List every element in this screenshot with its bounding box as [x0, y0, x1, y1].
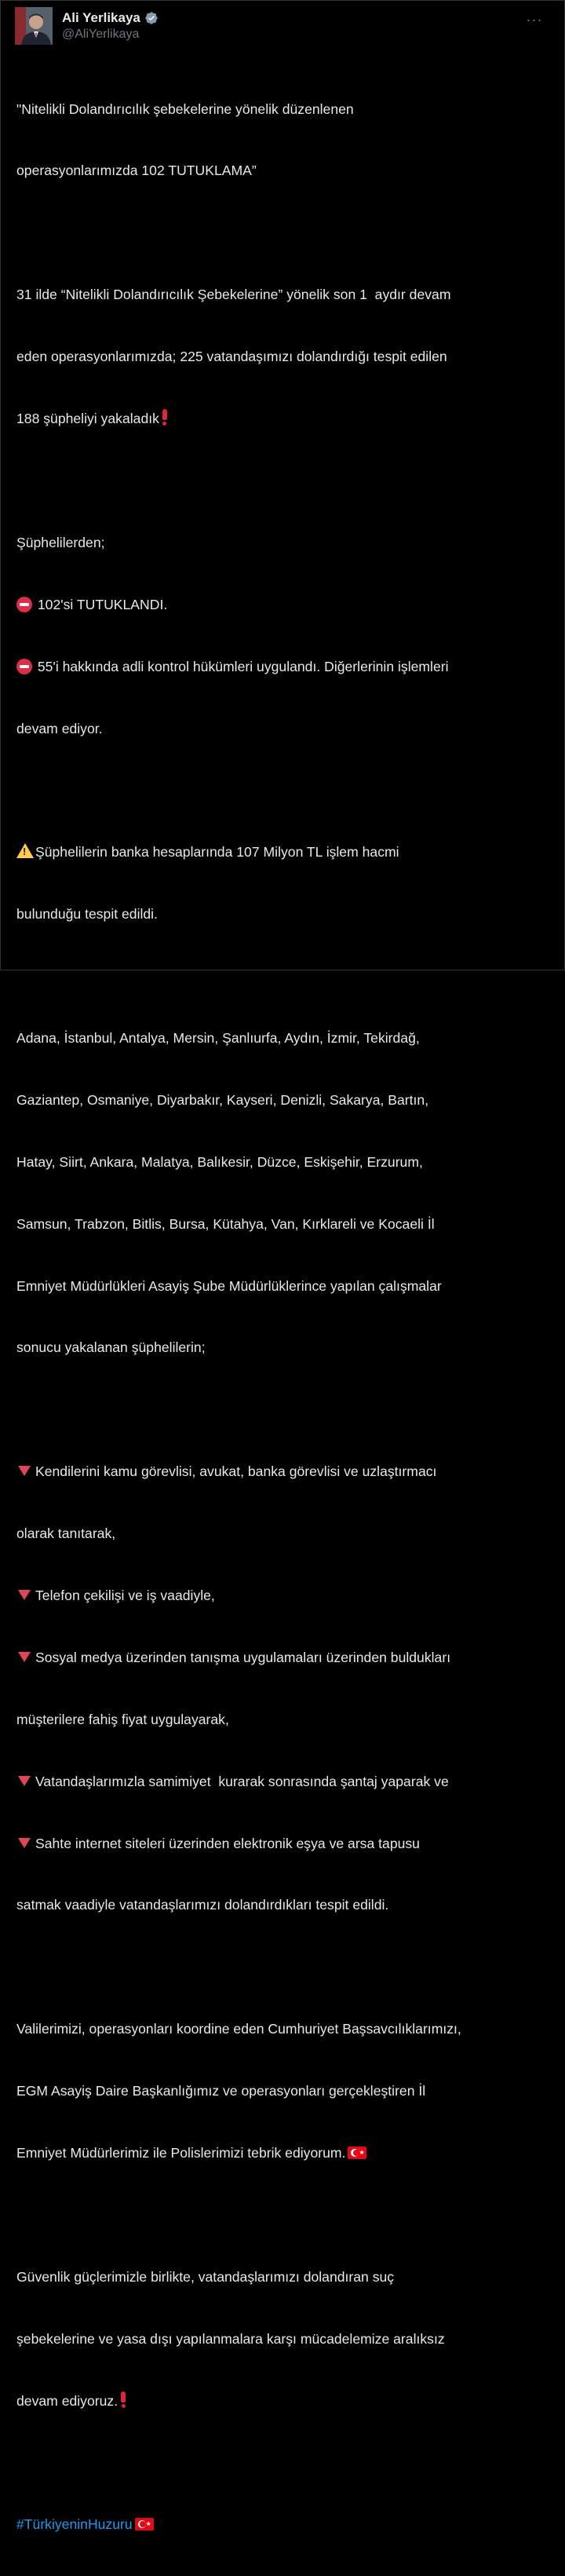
thanks-line — [16, 2143, 550, 2163]
paragraph-line: 31 ilde “Nitelikli Dolandırıcılık Şebekelerine” yönelik son 1 aydır devam — [16, 287, 451, 303]
paragraph-text: 188 şüpheliyi yakaladık — [16, 411, 159, 427]
cities-line: sonucu yakalanan şüphelilerin; — [16, 1339, 206, 1356]
headline-line: operasyonlarımızda 102 TUTUKLAMA” — [16, 163, 257, 179]
turkey-flag-emoji-icon: ★ — [135, 2518, 154, 2530]
method-item — [16, 1461, 550, 1482]
red-triangle-down-emoji-icon — [18, 1838, 31, 1848]
paragraph-line: eden operasyonlarımızda; 225 vatandaşımızı dolandırdığı tespit edilen — [16, 349, 447, 365]
red-triangle-down-emoji-icon — [18, 1652, 31, 1662]
red-triangle-down-emoji-icon — [18, 1466, 31, 1476]
list-item — [16, 656, 550, 677]
method-item — [16, 1771, 550, 1792]
no-entry-emoji-icon — [16, 597, 32, 612]
cities-line: Samsun, Trabzon, Bitlis, Bursa, Kütahya, Van, Kırklareli ve Kocaeli İl — [16, 1215, 435, 1232]
more-options-icon[interactable]: ··· — [526, 11, 543, 27]
cities-line: Hatay, Siirt, Ankara, Malatya, Balıkesir, Düzce, Eskişehir, Erzurum, — [16, 1153, 423, 1170]
list-item — [16, 594, 550, 615]
tweet-text — [16, 57, 550, 2576]
headline-line: "Nitelikli Dolandırıcılık şebekelerine yönelik düzenlenen — [16, 100, 354, 117]
red-exclamation-emoji-icon — [162, 409, 167, 426]
red-triangle-down-emoji-icon — [18, 1590, 31, 1600]
paragraph-line — [16, 408, 550, 429]
red-exclamation-emoji-icon — [121, 2391, 126, 2409]
suspects-intro: Şüphelilerden; — [16, 534, 105, 550]
method-text: Vatandaşlarımızla samimiyet kurarak sonrasında şantaj yaparak ve — [35, 1773, 449, 1789]
method-text: Telefon çekilişi ve iş vaadiyle, — [35, 1587, 215, 1603]
closing-line: şebekelerine ve yasa dışı yapılanmalara karşı mücadelemize aralıksız — [16, 2330, 445, 2347]
cities-line: Gaziantep, Osmaniye, Diyarbakır, Kayseri, Denizli, Sakarya, Bartın, — [16, 1091, 429, 1108]
method-item-continued: olarak tanıtarak, — [16, 1526, 116, 1542]
list-item-text: 55'i hakkında adli kontrol hükümleri uygulandı. Diğerlerinin işlemleri — [37, 658, 449, 674]
author-info — [62, 10, 159, 42]
method-item-continued: satmak vaadiyle vatandaşlarımızı dolandırdıkları tespit edildi. — [16, 1897, 389, 1913]
method-text: Sahte internet siteleri üzerinden elektronik eşya ve arsa tapusu — [35, 1835, 420, 1851]
cities-line: Adana, İstanbul, Antalya, Mersin, Şanlıurfa, Aydın, İzmir, Tekirdağ, — [16, 1029, 420, 1046]
list-item-continued: devam ediyor. — [16, 720, 103, 736]
warning-line — [16, 842, 550, 862]
display-name[interactable]: Ali Yerlikaya — [62, 10, 140, 25]
cities-line: Emniyet Müdürlükleri Asayiş Şube Müdürlüklerince yapılan çalışmalar — [16, 1277, 442, 1294]
name-row — [62, 10, 159, 26]
closing-line: Güvenlik güçlerimizle birlikte, vatandaşlarımızı dolandıran suç — [16, 2268, 395, 2285]
thanks-text: Emniyet Müdürlerimiz ile Polislerimizi tebrik ediyorum. — [16, 2144, 346, 2161]
no-entry-emoji-icon — [16, 659, 32, 674]
verified-badge-icon[interactable] — [144, 11, 159, 25]
warning-line: bulunduğu tespit edildi. — [16, 906, 158, 923]
hashtag-line — [16, 2514, 550, 2534]
warning-emoji-icon — [16, 843, 34, 858]
method-item-continued: müşterilere fahiş fiyat uygulayarak, — [16, 1711, 229, 1727]
avatar-photo-icon — [15, 7, 53, 45]
thanks-line: EGM Asayiş Daire Başkanlığımız ve operasyonları gerçekleştiren İl — [16, 2083, 426, 2099]
thanks-line: Valilerimizi, operasyonları koordine eden Cumhuriyet Başsavcılıklarımızı, — [16, 2021, 461, 2037]
closing-text: devam ediyoruz. — [16, 2392, 118, 2409]
method-text: Sosyal medya üzerinden tanışma uygulamaları üzerinden buldukları — [35, 1649, 451, 1665]
method-text: Kendilerini kamu görevlisi, avukat, banka görevlisi ve uzlaştırmacı — [35, 1463, 437, 1480]
closing-line — [16, 2391, 550, 2411]
method-item — [16, 1647, 550, 1668]
warning-text: Şüphelilerin banka hesaplarında 107 Milyon TL işlem hacmi — [35, 844, 399, 860]
tweet-header — [15, 7, 550, 46]
method-item — [16, 1833, 550, 1854]
turkey-flag-emoji-icon: ★ — [348, 2147, 366, 2159]
avatar[interactable] — [15, 7, 53, 45]
user-handle[interactable]: @AliYerlikaya — [62, 27, 140, 41]
list-item-text: 102'si TUTUKLANDI. — [37, 596, 168, 612]
method-item — [16, 1585, 550, 1606]
red-triangle-down-emoji-icon — [18, 1776, 31, 1786]
hashtag-link[interactable]: #TürkiyeninHuzuru — [16, 2516, 133, 2533]
